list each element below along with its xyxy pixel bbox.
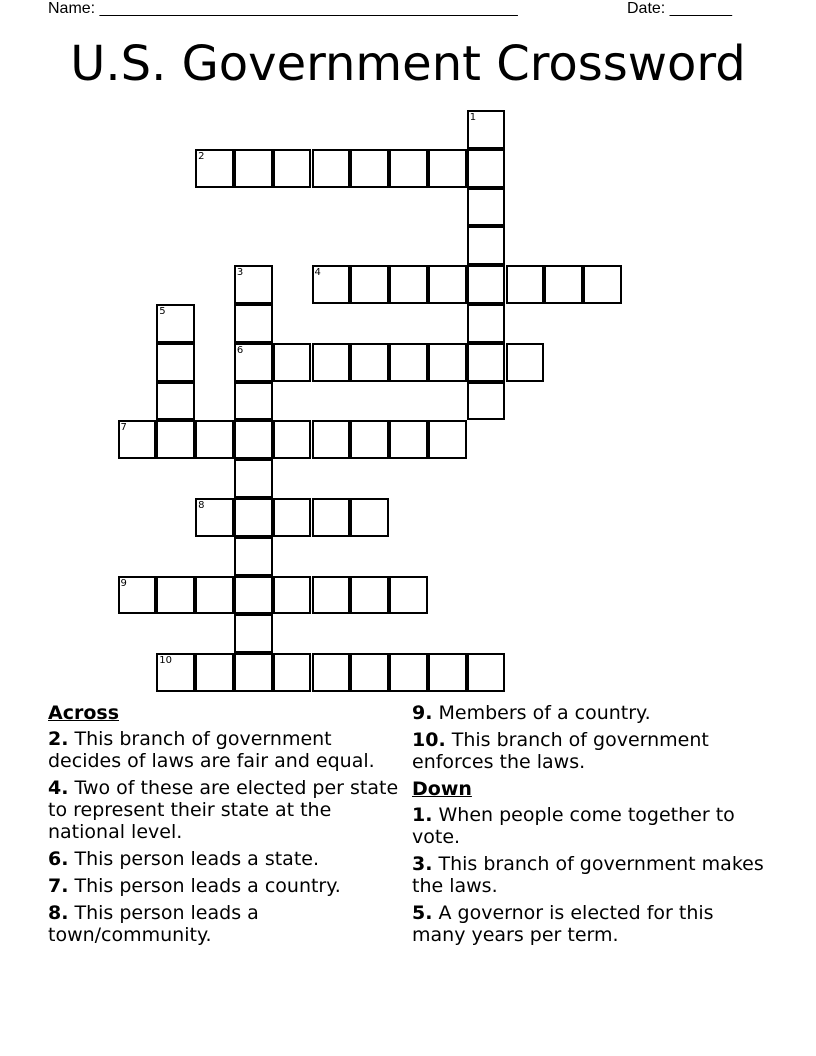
crossword-cell[interactable] (350, 265, 389, 304)
crossword-cell[interactable] (118, 420, 157, 459)
crossword-cell[interactable] (273, 653, 312, 692)
crossword-cell[interactable] (467, 226, 506, 265)
crossword-cell[interactable] (350, 149, 389, 188)
crossword-cell[interactable] (195, 653, 234, 692)
cell-number: 1 (469, 112, 477, 123)
clue-down-1 (412, 804, 772, 848)
crossword-cell[interactable] (350, 343, 389, 382)
across-heading: Across (48, 702, 120, 724)
crossword-cell[interactable] (312, 420, 351, 459)
crossword-cell[interactable] (389, 265, 428, 304)
crossword-cell[interactable] (506, 265, 545, 304)
crossword-cell[interactable] (389, 343, 428, 382)
clue-number: 4. (48, 777, 69, 799)
clue-text: This person leads a state. (74, 848, 319, 870)
cell-number: 10 (159, 655, 173, 667)
clue-number: 7. (48, 875, 69, 897)
clue-across-2 (48, 728, 406, 772)
clue-text: This branch of government decides of laws are fair and equal. (48, 728, 375, 772)
crossword-cell[interactable] (467, 382, 506, 421)
page-title: U.S. Government Crossword (70, 36, 746, 92)
cell-number: 5 (159, 306, 166, 317)
cell-number: 8 (198, 500, 205, 511)
name-field-line: Name: _______________________________________________ (48, 0, 518, 17)
crossword-cell[interactable] (156, 304, 195, 343)
clue-text: This branch of government enforces the laws. (412, 729, 709, 773)
crossword-cell[interactable] (467, 149, 506, 188)
crossword-cell[interactable] (312, 265, 351, 304)
clue-across-10 (412, 729, 772, 773)
clue-down-3 (412, 853, 772, 897)
clue-text: This branch of government makes the laws. (412, 853, 764, 897)
cell-number: 2 (198, 150, 205, 162)
crossword-cell[interactable] (467, 304, 506, 343)
crossword-cell[interactable] (350, 420, 389, 459)
crossword-cell[interactable] (312, 149, 351, 188)
crossword-cell[interactable] (234, 653, 273, 692)
crossword-cell[interactable] (428, 343, 467, 382)
crossword-cell[interactable] (234, 614, 273, 653)
crossword-cell[interactable] (156, 343, 195, 382)
clue-number: 1. (412, 804, 433, 826)
clue-number: 2. (48, 728, 69, 750)
date-field-line: Date: _______ (627, 0, 732, 17)
clue-text: Members of a country. (438, 702, 651, 724)
clue-number: 5. (412, 902, 433, 924)
crossword-cell[interactable] (312, 653, 351, 692)
crossword-cell[interactable] (428, 265, 467, 304)
clues-left-column (48, 702, 406, 951)
crossword-cell[interactable] (273, 498, 312, 537)
crossword-cell[interactable] (273, 420, 312, 459)
crossword-cell[interactable] (583, 265, 622, 304)
clue-across-8 (48, 902, 406, 946)
crossword-cell[interactable] (195, 576, 234, 615)
down-heading: Down (412, 778, 472, 800)
crossword-cell[interactable] (544, 265, 583, 304)
crossword-cell[interactable] (467, 188, 506, 227)
crossword-cell[interactable] (156, 653, 195, 692)
crossword-cell[interactable] (389, 653, 428, 692)
crossword-cell[interactable] (273, 343, 312, 382)
crossword-cell[interactable] (467, 343, 506, 382)
crossword-cell[interactable] (234, 343, 273, 382)
crossword-cell[interactable] (389, 576, 428, 615)
crossword-cell[interactable] (234, 576, 273, 615)
clue-number: 8. (48, 902, 69, 924)
crossword-cell[interactable] (195, 420, 234, 459)
crossword-cell[interactable] (428, 149, 467, 188)
cell-number: 4 (314, 267, 321, 279)
crossword-cell[interactable] (467, 653, 506, 692)
crossword-cell[interactable] (234, 537, 273, 576)
crossword-cell[interactable] (273, 576, 312, 615)
crossword-cell[interactable] (234, 265, 273, 304)
clue-number: 10. (412, 729, 446, 751)
clue-across-4 (48, 777, 406, 843)
crossword-cell[interactable] (234, 459, 273, 498)
clue-number: 6. (48, 848, 69, 870)
clue-across-9 (412, 702, 772, 724)
crossword-cell[interactable] (118, 576, 157, 615)
crossword-cell[interactable] (156, 382, 195, 421)
clue-text: This person leads a town/community. (48, 902, 259, 946)
crossword-cell[interactable] (467, 265, 506, 304)
crossword-cell[interactable] (195, 498, 234, 537)
crossword-cell[interactable] (389, 420, 428, 459)
crossword-cell[interactable] (195, 149, 234, 188)
clue-across-7 (48, 875, 406, 897)
clue-text: Two of these are elected per state to represent their state at the national level. (48, 777, 399, 843)
crossword-cell[interactable] (428, 420, 467, 459)
crossword-cell[interactable] (312, 498, 351, 537)
clue-number: 3. (412, 853, 433, 875)
clues-right-column (412, 702, 772, 951)
crossword-cell[interactable] (234, 149, 273, 188)
crossword-cell[interactable] (156, 420, 195, 459)
cell-number: 3 (236, 267, 244, 279)
crossword-cell[interactable] (234, 382, 273, 421)
clue-text: A governor is elected for this many years per term. (412, 902, 714, 946)
crossword-cell[interactable] (312, 343, 351, 382)
cell-number: 7 (120, 422, 127, 434)
crossword-cell[interactable] (350, 576, 389, 615)
crossword-cell[interactable] (506, 343, 545, 382)
clue-text: When people come together to vote. (412, 804, 735, 848)
clue-number: 9. (412, 702, 433, 724)
clue-down-5 (412, 902, 772, 946)
cell-number: 9 (120, 577, 127, 589)
clue-text: This person leads a country. (74, 875, 341, 897)
crossword-cell[interactable] (273, 149, 312, 188)
crossword-cell[interactable] (156, 576, 195, 615)
crossword-cell[interactable] (467, 110, 506, 149)
cell-number: 6 (236, 344, 244, 356)
crossword-cell[interactable] (350, 653, 389, 692)
crossword-cell[interactable] (234, 420, 273, 459)
crossword-cell[interactable] (312, 576, 351, 615)
crossword-cell[interactable] (234, 304, 273, 343)
crossword-cell[interactable] (350, 498, 389, 537)
crossword-cell[interactable] (234, 498, 273, 537)
crossword-cell[interactable] (389, 149, 428, 188)
clue-across-6 (48, 848, 406, 870)
crossword-cell[interactable] (428, 653, 467, 692)
